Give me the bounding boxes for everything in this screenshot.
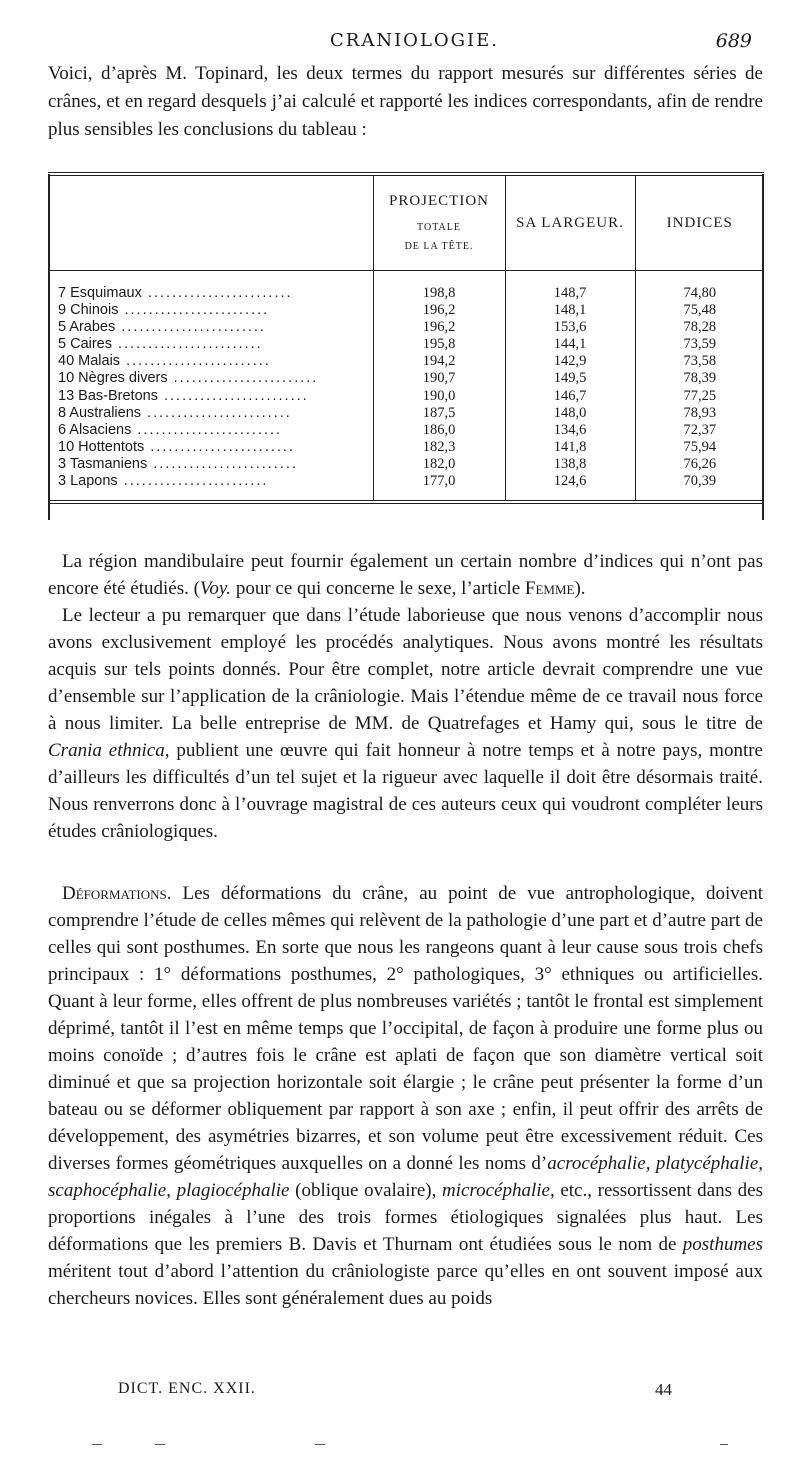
- row-label-text: 5 Arabes: [58, 318, 116, 335]
- leader-dots: ........................: [118, 301, 270, 318]
- row-indice: 78,39: [635, 370, 764, 387]
- row-projection: 195,8: [373, 336, 505, 353]
- row-projection: 196,2: [373, 302, 505, 319]
- para1-text-c: ).: [574, 578, 586, 599]
- header-projection-main: PROJECTION: [388, 193, 489, 210]
- header-largeur-label: SA LARGEUR.: [516, 214, 624, 231]
- page-number: 689: [715, 30, 752, 52]
- row-label-text: 6 Alsaciens: [58, 421, 132, 438]
- table-row: [48, 270, 764, 302]
- header-projection-sub1: TOTALE: [417, 222, 461, 234]
- footer-signature: DICT. ENC. XXII.: [118, 1380, 256, 1397]
- paragraph-lecteur: [48, 602, 763, 845]
- row-label-text: 10 Hottentots: [58, 439, 145, 456]
- row-label: [48, 422, 373, 439]
- printer-mark: [155, 1444, 165, 1445]
- leader-dots: ........................: [117, 473, 269, 490]
- row-largeur: 153,6: [505, 319, 635, 336]
- row-label: [48, 319, 373, 336]
- table-row: [48, 336, 764, 353]
- row-label-text: 7 Esquimaux: [58, 284, 142, 301]
- leader-dots: ........................: [120, 353, 271, 370]
- leader-dots: ........................: [115, 318, 266, 335]
- printer-mark: [315, 1444, 325, 1445]
- row-indice: 75,94: [635, 439, 764, 456]
- row-label-text: 40 Malais: [58, 353, 121, 370]
- row-label: [48, 270, 373, 302]
- row-projection: 198,8: [373, 270, 505, 302]
- para1-femme-reference: Femme: [524, 578, 575, 599]
- row-indice: 73,58: [635, 353, 764, 370]
- row-largeur: 149,5: [505, 370, 635, 387]
- para3-microcephalie: microcéphalie: [441, 1180, 550, 1201]
- leader-dots: ........................: [141, 404, 292, 421]
- row-indice: 77,25: [635, 387, 764, 404]
- row-largeur: 142,9: [505, 353, 635, 370]
- table-frame-right: [762, 174, 764, 520]
- data-table: [48, 172, 764, 504]
- leader-dots: ........................: [167, 370, 319, 387]
- leader-dots: ........................: [131, 421, 283, 438]
- table-body: [48, 270, 764, 502]
- row-label: [48, 473, 373, 502]
- row-label: [48, 456, 373, 473]
- table-row: [48, 405, 764, 422]
- cranial-index-table: [48, 172, 764, 522]
- printer-mark: [92, 1444, 102, 1445]
- intro-paragraph: Voici, d’après M. Topinard, les deux termes du rapport mesurés sur différentes séries de crânes, et en regard desquels j’ai calculé et rapporté les indices correspondants, afin de rendre plus sensibles les conclusions du tableau :: [48, 63, 763, 140]
- row-largeur: 148,0: [505, 405, 635, 422]
- row-label: [48, 336, 373, 353]
- printer-marks: [0, 1440, 800, 1450]
- para2-crania-ethnica: Crania ethnica: [48, 740, 165, 761]
- para3-text-b: (oblique ovalaire),: [289, 1180, 442, 1201]
- row-label: [48, 405, 373, 422]
- header-largeur: [505, 174, 635, 270]
- para3-heading: Déformations.: [62, 883, 172, 904]
- row-largeur: 148,7: [505, 270, 635, 302]
- row-label-text: 13 Bas-Bretons: [58, 387, 158, 404]
- row-label: [48, 353, 373, 370]
- header-projection: [373, 174, 505, 270]
- row-largeur: 138,8: [505, 456, 635, 473]
- table-frame-left: [48, 174, 50, 520]
- row-label: [48, 439, 373, 456]
- leader-dots: ........................: [147, 456, 298, 473]
- row-label-text: 9 Chinois: [58, 301, 119, 318]
- row-largeur: 134,6: [505, 422, 635, 439]
- row-label: [48, 387, 373, 404]
- table-row: [48, 456, 764, 473]
- row-indice: 78,93: [635, 405, 764, 422]
- row-label-text: 10 Nègres divers: [58, 370, 168, 387]
- row-projection: 187,5: [373, 405, 505, 422]
- header-indices-label: INDICES: [666, 214, 733, 231]
- running-title: CRANIOLOGIE.: [330, 30, 500, 51]
- footer-sheet-number: 44: [655, 1380, 672, 1399]
- row-projection: 182,0: [373, 456, 505, 473]
- para2-text-a: Le lecteur a pu remarquer que dans l’étude laborieuse que nous venons d’accomplir nous avons exclusivement employé les procédés analytiques. Nous avons montré les résultats acquis sur tels points donnés. Pour être complet, notre article devrait comprendre une vue d’ensemble sur l’application de la crâniologie. Mais l’étendue même de ce travail nous force à nous limiter. La belle entreprise de MM. de Quatrefages et Hamy qui, sous le titre de: [48, 605, 763, 734]
- para3-text-d: méritent tout d’abord l’attention du crâniologiste parce qu’elles en ont souvent imposé aux chercheurs novices. Elles sont généralement dues au poids: [48, 1261, 763, 1309]
- row-projection: 177,0: [373, 473, 505, 502]
- row-projection: 182,3: [373, 439, 505, 456]
- para3-posthumes: posthumes: [682, 1234, 763, 1255]
- row-projection: 186,0: [373, 422, 505, 439]
- table-row: [48, 302, 764, 319]
- row-indice: 78,28: [635, 319, 764, 336]
- row-indice: 75,48: [635, 302, 764, 319]
- row-largeur: 141,8: [505, 439, 635, 456]
- row-indice: 70,39: [635, 473, 764, 502]
- row-largeur: 146,7: [505, 387, 635, 404]
- row-label: [48, 370, 373, 387]
- table-row: [48, 439, 764, 456]
- leader-dots: ........................: [157, 387, 309, 404]
- para1-voy: Voy.: [199, 578, 232, 599]
- header-projection-sub2: DE LA TÊTE.: [404, 241, 474, 253]
- table-row: [48, 422, 764, 439]
- table-row: [48, 353, 764, 370]
- table-row: [48, 370, 764, 387]
- row-largeur: 124,6: [505, 473, 635, 502]
- para1-text-a: La région mandibulaire peut fournir également un certain nombre d’indices qui n’ont pas encore été étudiés. (: [48, 551, 763, 599]
- header-indices: [635, 174, 764, 270]
- table-row: [48, 319, 764, 336]
- row-indice: 72,37: [635, 422, 764, 439]
- paragraph-mandibulaire: [48, 548, 763, 602]
- row-indice: 74,80: [635, 270, 764, 302]
- running-head: [0, 30, 800, 56]
- para3-text-c: , etc., ressortissent dans des proportions inégales à l’une des trois formes étiologiques signalées plus haut. Les déformations que les premiers B. Davis et Thurnam ont étudiées sous le nom de: [48, 1180, 763, 1255]
- page-footer: [0, 1380, 800, 1404]
- row-projection: 194,2: [373, 353, 505, 370]
- leader-dots: ........................: [144, 439, 295, 456]
- leader-dots: ........................: [141, 284, 293, 301]
- row-largeur: 144,1: [505, 336, 635, 353]
- para3-terms: acrocéphalie, platycéphalie, scaphocéphalie, plagiocéphalie: [48, 1153, 763, 1201]
- paragraph-deformations: [48, 880, 763, 1312]
- row-label-text: 3 Lapons: [58, 473, 118, 490]
- row-projection: 190,7: [373, 370, 505, 387]
- row-label-text: 8 Australiens: [58, 404, 142, 421]
- row-label: [48, 302, 373, 319]
- leader-dots: ........................: [112, 335, 263, 352]
- printer-mark: [720, 1444, 728, 1445]
- table-header-row: [48, 174, 764, 270]
- row-projection: 190,0: [373, 387, 505, 404]
- para1-text-b: pour ce qui concerne le sexe, l’article: [231, 578, 525, 599]
- row-indice: 76,26: [635, 456, 764, 473]
- table-row: [48, 387, 764, 404]
- row-indice: 73,59: [635, 336, 764, 353]
- row-projection: 196,2: [373, 319, 505, 336]
- table-row: [48, 473, 764, 502]
- para3-text-a: Les déformations du crâne, au point de vue antrophologique, doivent comprendre l’étude de celles mêmes qui relèvent de la pathologie d’une part et d’autre part de celles qui sont posthumes. En sorte que nous les rangeons quant à leur cause sous trois chefs principaux : 1° déformations posthumes, 2° pathologiques, 3° ethniques ou artificielles. Quant à leur forme, elles offrent de plus nombreuses variétés ; tantôt le frontal est simplement déprimé, tantôt il l’est en même temps que l’occipital, de façon à produire une forme plus ou moins conoïde ; d’autres fois le crâne est aplati de façon que son diamètre vertical soit diminué et que sa projection horizontale soit élargie ; le crâne peut présenter la forme d’un bateau ou se déformer obliquement par rapport à son axe ; enfin, il peut offrir des arrêts de développement, des asymétries bizarres, et son volume peut être excessivement réduit. Ces diverses formes géométriques auxquelles on a donné les noms d’: [48, 883, 763, 1174]
- row-label-text: 5 Caires: [58, 335, 112, 352]
- row-largeur: 148,1: [505, 302, 635, 319]
- row-label-text: 3 Tasmaniens: [58, 456, 148, 473]
- header-series: [48, 174, 373, 270]
- para2-text-b: , publient une œuvre qui fait honneur à notre temps et à notre pays, montre d’ailleurs les difficultés d’un tel sujet et la rigueur avec laquelle il doit être désormais traité. Nous renverrons donc à l’ouvrage magistral de ces auteurs ceux qui voudront compléter leurs études crâniologiques.: [48, 740, 763, 842]
